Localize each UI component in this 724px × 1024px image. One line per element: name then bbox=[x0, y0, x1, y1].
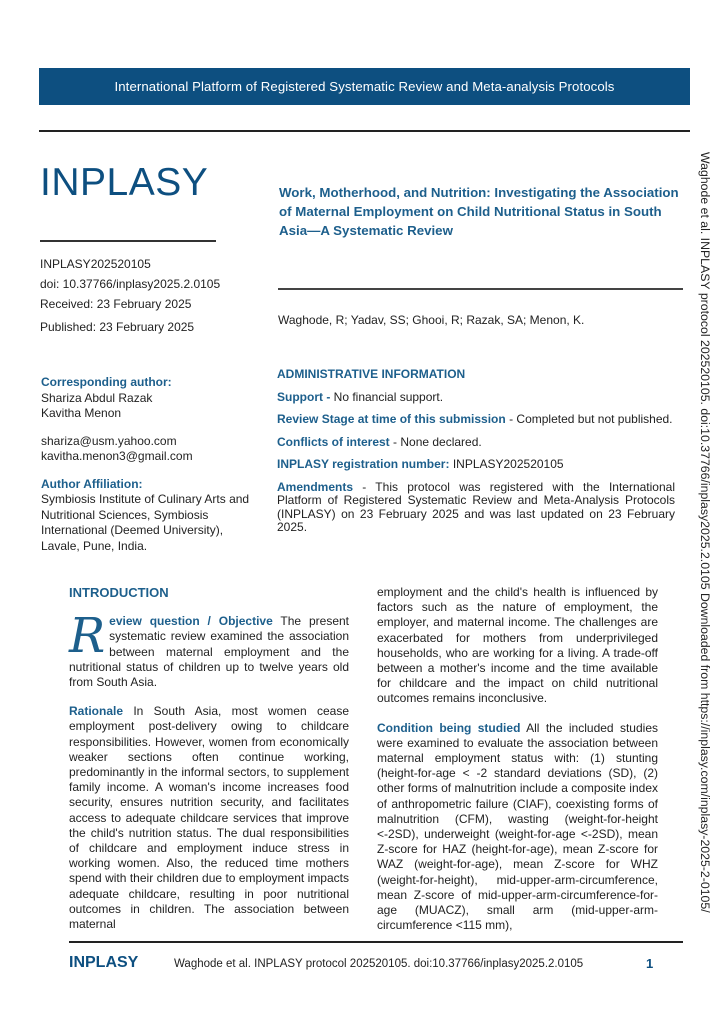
corresponding-author-name: Shariza Abdul Razak bbox=[41, 390, 153, 405]
support-value: No financial support. bbox=[333, 389, 444, 404]
author-email[interactable]: kavitha.menon3@gmail.com bbox=[41, 449, 193, 463]
introduction-heading: INTRODUCTION bbox=[69, 585, 169, 600]
footer-citation: Waghode et al. INPLASY protocol 202520105. doi:10.37766/inplasy2025.2.0105 bbox=[174, 958, 584, 970]
protocol-doi[interactable]: doi: 10.37766/inplasy2025.2.0105 bbox=[40, 277, 221, 291]
conflicts-row bbox=[277, 436, 675, 450]
rationale-text: In South Asia, most women cease employment post-delivery owing to childcare responsibilities. However, women from economically weaker sections often continue working, predominantly in the informal sectors, to supplement family income. A woman's income increases food security, ensures nutrition security, and facilitates access to adequate childcare services that improve the child's nutrition status. The dual responsibilities of childcare and employment induce stress in working women. Also, the reduced time mothers spend with their children due to employment impacts adequate childcare, resulting in poor nutritional outcomes in children. The association between maternal bbox=[69, 704, 349, 932]
header-banner: International Platform of Registered Systematic Review and Meta-analysis Protocols bbox=[39, 68, 690, 105]
administrative-information bbox=[277, 368, 675, 544]
objective-label: eview question / Objective bbox=[109, 614, 273, 629]
body-column-left bbox=[69, 585, 349, 946]
amendments-label: Amendments bbox=[277, 479, 354, 494]
objective-text: The present systematic review examined the association between maternal employment and the nutritional status of children up to twelve years old from South Asia. bbox=[69, 614, 349, 690]
rationale-label: Rationale bbox=[69, 704, 124, 719]
page-number: 1 bbox=[646, 956, 654, 971]
review-stage-value: - Completed but not published. bbox=[505, 412, 673, 426]
admin-heading: ADMINISTRATIVE INFORMATION bbox=[277, 367, 466, 381]
top-divider bbox=[39, 130, 690, 132]
support-row bbox=[277, 391, 675, 405]
footer-logo: INPLASY bbox=[69, 954, 139, 971]
corresponding-author-name: Kavitha Menon bbox=[41, 406, 122, 420]
footer-divider bbox=[69, 941, 683, 943]
corresponding-author-label: Corresponding author: bbox=[41, 375, 172, 389]
received-date: Received: 23 February 2025 bbox=[40, 297, 192, 311]
article-title: Work, Motherhood, and Nutrition: Investigating the Association of Maternal Employment on Child Nutritional Status in South Asia—A Systematic Review bbox=[279, 185, 679, 238]
support-label: Support - bbox=[277, 389, 334, 404]
condition-label: Condition being studied bbox=[377, 720, 521, 735]
rationale-paragraph bbox=[69, 704, 349, 932]
inplasy-logo: INPLASY bbox=[40, 161, 209, 204]
author-list: Waghode, R; Yadav, SS; Ghooi, R; Razak, SA; Menon, K. bbox=[278, 313, 585, 327]
registration-value: INPLASY202520105 bbox=[449, 457, 564, 471]
conflicts-value: - None declared. bbox=[389, 434, 482, 449]
registration-row bbox=[277, 458, 675, 472]
drop-cap: R bbox=[69, 608, 106, 665]
protocol-meta bbox=[40, 258, 220, 341]
author-email[interactable]: shariza@usm.yahoo.com bbox=[41, 433, 177, 448]
affiliation-label: Author Affiliation: bbox=[41, 476, 143, 491]
condition-paragraph bbox=[377, 721, 658, 934]
published-date: Published: 23 February 2025 bbox=[40, 320, 195, 334]
conflicts-label: Conflicts of interest bbox=[277, 434, 390, 449]
title-divider bbox=[278, 288, 683, 290]
review-stage-label: Review Stage at time of this submission bbox=[277, 412, 506, 426]
author-info bbox=[41, 375, 261, 554]
affiliation-text: Symbiosis Institute of Culinary Arts and Nutritional Sciences, Symbiosis International (Deemed University), Lavale, Pune, India. bbox=[41, 492, 250, 553]
registration-label: INPLASY registration number: bbox=[277, 457, 450, 471]
amendments-row bbox=[277, 481, 675, 535]
rationale-continued: employment and the child's health is influenced by factors such as the nature of employment, the employer, and maternal income. The challenges are exacerbated for mothers from underprivileged households, who are working for a living. A trade-off between a mother's income and the time available for childcare and the impact on child nutritional outcomes remains inconclusive. bbox=[377, 585, 658, 706]
condition-text: All the included studies were examined to evaluate the association between maternal employment status with: (1) stunting (height-for-age < -2 standard deviations (SD), (2) other forms of malnutrition include a composite index of anthropometric failure (CIAF), coexisting forms of malnutrition (CFM), wasting (weight-for-height <-2SD), underweight (weight-for-age <-2SD), mean Z-score for HAZ (height-for-age), mean Z-score for WAZ (weight-for-age), mean Z-score for WHZ (weight-for-height), mid-upper-arm-circumference, mean Z-score of mid-upper-arm-circumference-for-age (MUACZ), small arm (mid-upper-arm-circumference <115 mm), bbox=[377, 720, 658, 933]
side-download-note: Waghode et al. INPLASY protocol 202520105. doi:10.37766/inplasy2025.2.0105 Downloaded from https://inplasy.com/inplasy-2025-2-0105/ bbox=[698, 152, 712, 913]
objective-paragraph bbox=[69, 608, 349, 690]
review-stage-row bbox=[277, 413, 675, 427]
logo-divider bbox=[40, 240, 216, 242]
body-column-right bbox=[377, 585, 658, 947]
amendments-value: - This protocol was registered with the International Platform of Registered Systematic Review and Meta-Analysis Protocols (INPLASY) on 23 February 2025 and was last updated on 23 February 2025. bbox=[277, 479, 675, 534]
protocol-id: INPLASY202520105 bbox=[40, 257, 151, 271]
